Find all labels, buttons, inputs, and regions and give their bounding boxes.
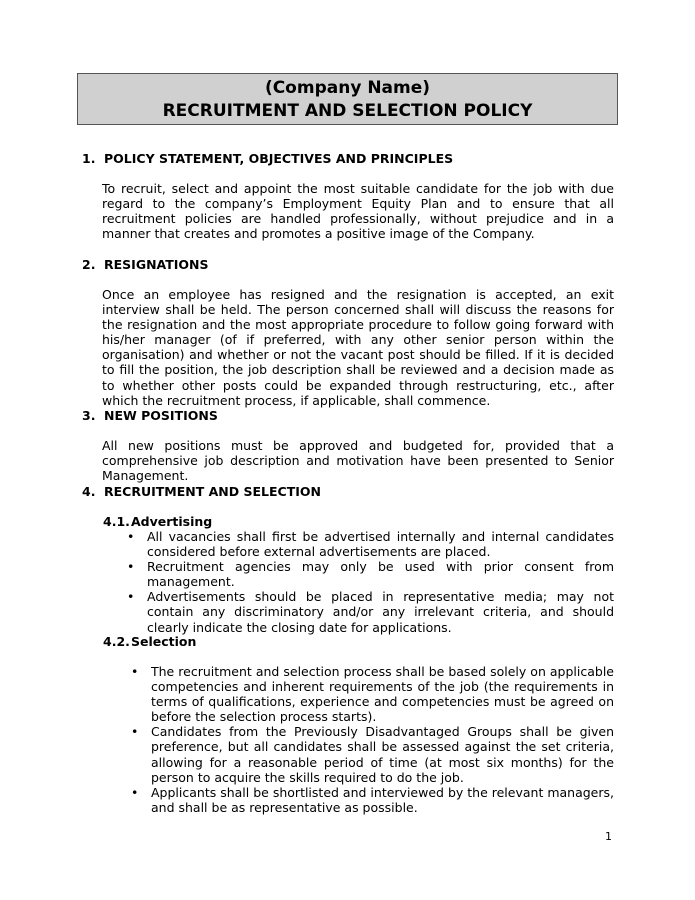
- subsection-heading-selection: [103, 634, 196, 649]
- title-box: [77, 73, 618, 125]
- company-name: (Company Name): [264, 78, 431, 98]
- list-item-text: Recruitment agencies may only be used with prior consent from management.: [147, 559, 614, 590]
- section-title: RECRUITMENT AND SELECTION: [104, 484, 321, 499]
- subsection-title: Selection: [131, 634, 197, 649]
- section-title: NEW POSITIONS: [104, 408, 218, 423]
- list-item: [131, 784, 614, 815]
- subsection-number: 4.1.: [103, 514, 130, 529]
- bullet-icon: •: [131, 664, 139, 679]
- list-item: [127, 589, 614, 635]
- subsection-heading-advertising: [103, 514, 212, 529]
- section-number: 1.: [82, 151, 96, 166]
- list-item-text: Applicants shall be shortlisted and interviewed by the relevant managers, and shall be as representative as possible.: [151, 784, 614, 815]
- list-item-text: Advertisements should be placed in representative media; may not contain any discriminatory and/or any irrelevant criteria, and should clearly indicate the closing date for applications.: [147, 589, 614, 635]
- section-paragraph-policy-statement: To recruit, select and appoint the most suitable candidate for the job with due regard to the company’s Employment Equity Plan and to ensure that all recruitment policies are handled professionally, without prejudice and in a manner that creates and promotes a positive image of the Company.: [102, 181, 614, 242]
- bullet-icon: •: [127, 559, 135, 575]
- section-heading-resignations: [82, 257, 209, 272]
- advertising-bullet-list: [127, 529, 614, 635]
- bullet-icon: •: [131, 784, 139, 800]
- list-item: [127, 559, 614, 590]
- selection-bullet-list: [131, 664, 614, 815]
- bullet-icon: •: [127, 529, 135, 544]
- section-number: 3.: [82, 408, 96, 423]
- section-title: POLICY STATEMENT, OBJECTIVES AND PRINCIPLES: [104, 151, 454, 166]
- document-title: RECRUITMENT AND SELECTION POLICY: [162, 101, 533, 121]
- list-item-text: All vacancies shall first be advertised internally and internal candidates considered before external advertisements are placed.: [147, 529, 614, 560]
- subsection-number: 4.2.: [103, 634, 130, 649]
- bullet-icon: •: [131, 724, 139, 740]
- section-heading-recruitment-and-selection: [82, 484, 321, 499]
- section-number: 4.: [82, 484, 96, 499]
- section-number: 2.: [82, 257, 96, 272]
- list-item-text: Candidates from the Previously Disadvantaged Groups shall be given preference, but all candidates shall be assessed against the set criteria, allowing for a reasonable period of time (at most six months) for the person to acquire the skills required to do the job.: [151, 724, 614, 785]
- section-heading-new-positions: [82, 408, 218, 423]
- section-paragraph-resignations: Once an employee has resigned and the resignation is accepted, an exit interview shall be held. The person concerned shall will discuss the reasons for the resignation and the most appropriate procedure to follow going forward with his/her manager (of if preferred, with any other senior person within the organisation) and whether or not the vacant post should be filled. If it is decided to fill the position, the job description shall be reviewed and a decision made as to whether other posts could be expanded through restructuring, etc., after which the recruitment process, if applicable, shall commence.: [102, 287, 614, 408]
- list-item: [131, 724, 614, 785]
- page-number: 1: [605, 830, 612, 843]
- section-heading-policy-statement: [82, 151, 453, 166]
- subsection-title: Advertising: [131, 514, 213, 529]
- list-item: [131, 664, 614, 725]
- list-item-text: The recruitment and selection process shall be based solely on applicable competencies and inherent requirements of the job (the requirements in terms of qualifications, experience and competencies must be agreed on before the selection process starts).: [151, 664, 614, 725]
- section-paragraph-new-positions: All new positions must be approved and budgeted for, provided that a comprehensive job description and motivation have been presented to Senior Management.: [102, 438, 614, 484]
- section-title: RESIGNATIONS: [104, 257, 209, 272]
- list-item: [127, 529, 614, 560]
- bullet-icon: •: [127, 589, 135, 605]
